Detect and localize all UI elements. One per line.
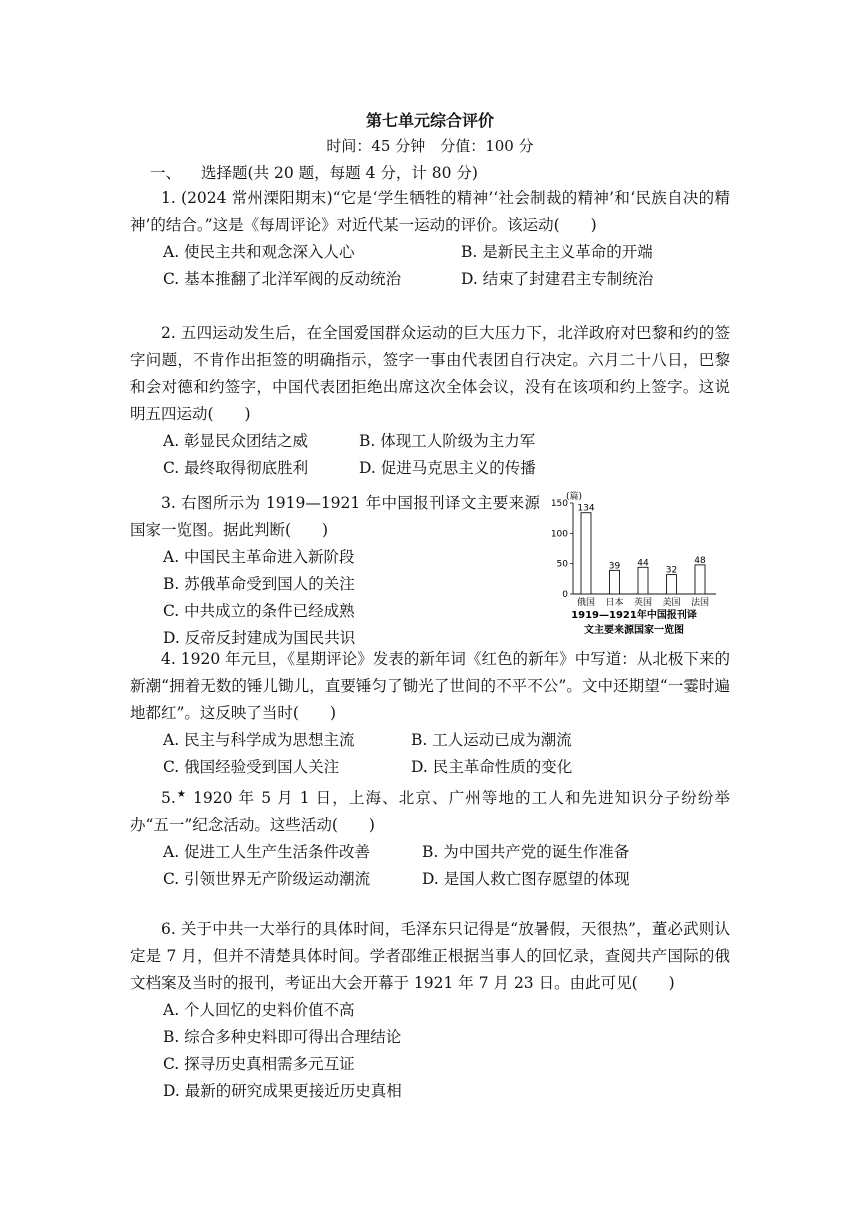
question-number: 5. — [161, 789, 176, 808]
option-c: C. 中共成立的条件已经成熟 — [163, 602, 355, 620]
bar — [695, 565, 705, 594]
option-a: A. 彰显民众团结之威 — [163, 432, 309, 450]
option-d: D. 是国人救亡图存愿望的体现 — [422, 870, 630, 889]
option-d: D. 最新的研究成果更接近历史真相 — [163, 1082, 402, 1100]
y-tick-label: 100 — [550, 529, 568, 540]
bar — [581, 513, 591, 594]
y-tick-label: 150 — [550, 499, 568, 509]
x-tick-label: 日本 — [605, 598, 624, 608]
question-1 — [130, 185, 730, 293]
option-a: A. 使民主共和观念深入人心 — [163, 243, 355, 261]
y-tick-label: 50 — [556, 559, 568, 570]
exam-meta: 时间：45 分钟 分值：100 分 — [326, 137, 534, 155]
chart-caption-line-1: 1919—1921年中国报刊译 — [571, 610, 697, 621]
question-stem: 3. 右图所示为 1919—1921 年中国报刊译文主要来源国家一览图。据此判断( ) — [130, 494, 540, 539]
chart-caption-line-2: 文主要来源国家一览图 — [584, 625, 684, 636]
question-text: 1920 年 5 月 1 日，上海、北京、广州等地的工人和先进知识分子纷纷举办“五一”纪念活动。这些活动( ) — [130, 789, 730, 835]
option-b: B. 苏俄革命受到国人的关注 — [163, 575, 355, 593]
bar — [638, 567, 648, 594]
option-b: B. 工人运动已成为潮流 — [411, 731, 572, 749]
option-a: A. 中国民主革命进入新阶段 — [163, 548, 355, 566]
option-a: A. 个人回忆的史料价值不高 — [163, 1001, 355, 1019]
section-title: 选择题(共 20 题，每题 4 分，计 80 分) — [201, 164, 478, 182]
bar — [667, 575, 677, 594]
y-unit-label: (篇) — [566, 492, 583, 502]
option-c: C. 探寻历史真相需多元互证 — [163, 1055, 355, 1073]
question-4 — [130, 646, 730, 781]
x-tick-label: 俄国 — [576, 598, 596, 608]
option-d: D. 民主革命性质的变化 — [411, 758, 573, 776]
star-icon: ★ — [175, 789, 187, 800]
x-tick-label: 美国 — [662, 598, 681, 608]
question-stem: 2. 五四运动发生后，在全国爱国群众运动的巨大压力下，北洋政府对巴黎和约的签字问题，不肯作出拒签的明确指示，签字一事由代表团自行决定。六月二十八日，巴黎和会对德和约签字，中国代表团拒绝出席这次全体会议，没有在该项和约上签字。这说明五四运动( ) — [130, 324, 730, 423]
option-d: D. 结束了封建君主专制统治 — [461, 270, 654, 288]
x-tick-label: 法国 — [690, 598, 710, 608]
option-b: B. 是新民主主义革命的开端 — [461, 243, 653, 261]
bar-value-label: 134 — [577, 503, 595, 514]
bar-value-label: 48 — [694, 555, 706, 566]
question-stem: 1. (2024 常州溧阳期末)“它是‘学生牺牲的精神’‘社会制裁的精神’和‘民族自决的精神’的结合。”这是《每周评论》对近代某一运动的评价。该运动( ) — [130, 189, 730, 234]
question-stem — [130, 781, 730, 839]
bar-value-label: 32 — [665, 565, 678, 576]
option-b: B. 为中国共产党的诞生作准备 — [422, 843, 630, 862]
option-c: C. 基本推翻了北洋军阀的反动统治 — [163, 270, 402, 288]
page-title: 第七单元综合评价 — [365, 111, 494, 130]
option-b: B. 综合多种史料即可得出合理结论 — [163, 1028, 402, 1046]
question-5 — [130, 781, 730, 893]
option-d: D. 反帝反封建成为国民共识 — [163, 629, 356, 647]
bar — [610, 570, 620, 594]
x-tick-label: 英国 — [633, 598, 653, 608]
bar-chart — [540, 487, 722, 643]
option-a: A. 民主与科学成为思想主流 — [163, 731, 355, 749]
option-d: D. 促进马克思主义的传播 — [359, 459, 536, 477]
option-a: A. 促进工人生产生活条件改善 — [163, 843, 371, 862]
option-c: C. 俄国经验受到国人关注 — [163, 758, 340, 776]
question-stem: 4. 1920 年元旦，《星期评论》发表的新年词《红色的新年》中写道：从北极下来的新潮“拥着无数的锤儿锄儿，直要锤匀了锄光了世间的不平不公”。文中还期望“一霎时遍地都红”。这反映了当时( ) — [130, 650, 730, 722]
bar-value-label: 44 — [637, 558, 649, 569]
question-stem: 6. 关于中共一大举行的具体时间，毛泽东只记得是“放暑假，天很热”，董必武则认定是 7 月，但并不清楚具体时间。学者邵维正根据当事人的回忆录，查阅共产国际的俄文档案及当时的报刊，考证出大会开幕于 1921 年 7 月 23 日。由此可见( ) — [130, 920, 730, 992]
y-tick-label: 0 — [562, 590, 568, 600]
section-number: 一、 — [150, 164, 182, 182]
question-2 — [130, 320, 730, 482]
bar-value-label: 39 — [608, 561, 621, 572]
option-c: C. 最终取得彻底胜利 — [163, 459, 309, 477]
option-c: C. 引领世界无产阶级运动潮流 — [163, 870, 371, 889]
question-3 — [130, 490, 540, 652]
option-b: B. 体现工人阶级为主力军 — [359, 432, 536, 450]
section-heading — [150, 161, 478, 183]
question-6 — [130, 916, 730, 1105]
